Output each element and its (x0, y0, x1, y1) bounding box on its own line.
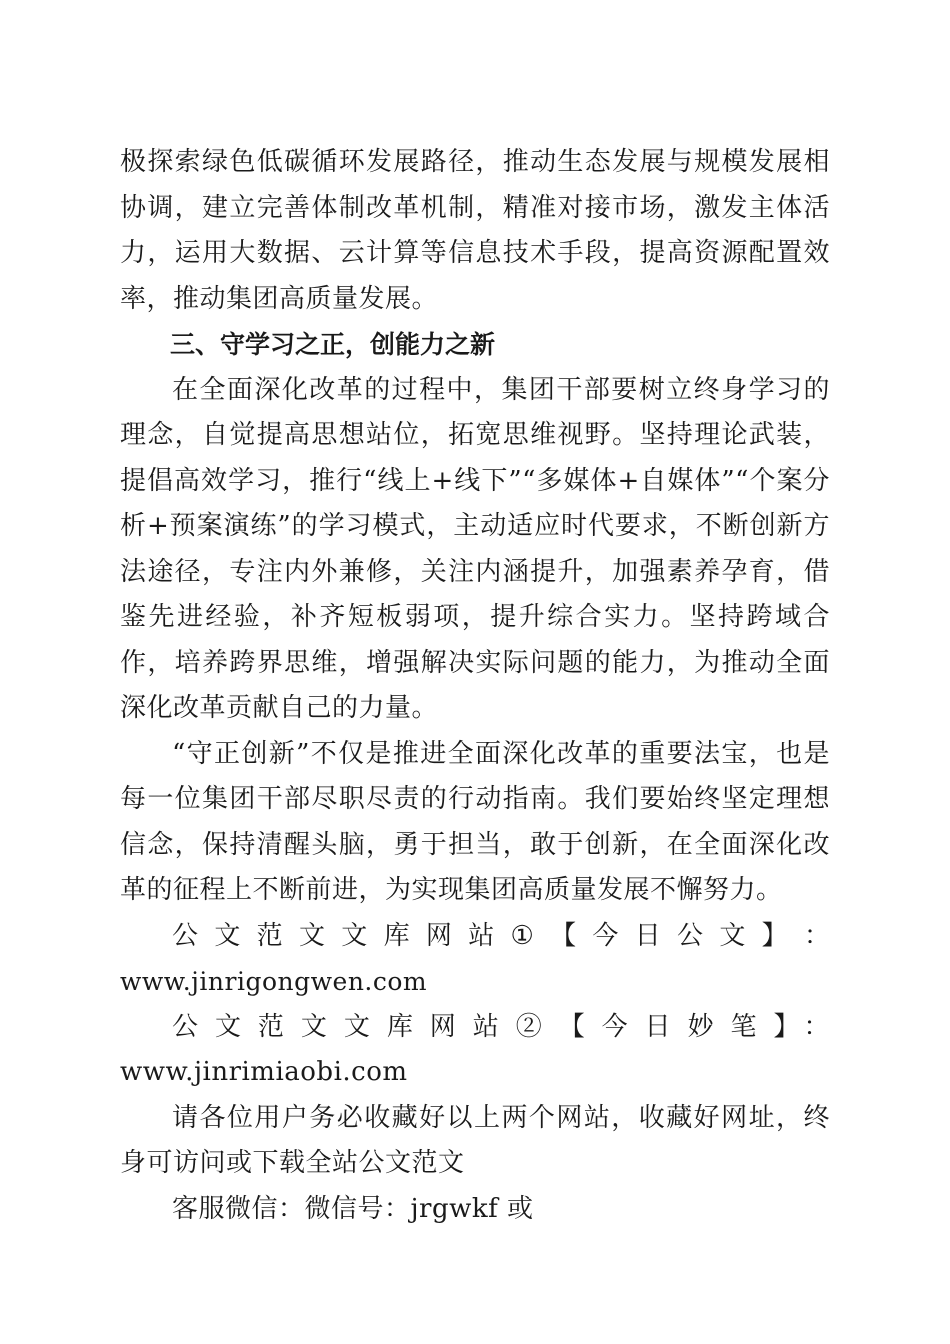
footer-site1-line (120, 914, 830, 960)
site1-char: 】 (761, 920, 788, 951)
site1-char: 文 (719, 920, 746, 951)
site1-char: 范 (256, 920, 283, 951)
site1-char: 公 (677, 920, 704, 951)
site1-char: 库 (383, 920, 410, 951)
paragraph-continuation: 极探索绿色低碳循环发展路径，推动生态发展与规模发展相协调，建立完善体制改革机制，精准对接市场，激发主体活力，运用大数据、云计算等信息技术手段，提高资源配置效率，推动集团高质量发展。 (120, 147, 830, 314)
site1-char: 今 (592, 920, 619, 951)
document-page (120, 140, 830, 1232)
paragraph-learning: 在全面深化改革的过程中，集团干部要树立终身学习的理念，自觉提高思想站位，拓宽思维视野。坚持理论武装，提倡高效学习，推行“线上+线下”“多媒体+自媒体”“个案分析+预案演练”的学习模式，主动适应时代要求，不断创新方法途径，专注内外兼修，关注内涵提升，加强素养孕育，借鉴先进经验，补齐短板弱项，提升综合实力。坚持跨域合作，培养跨界思维，增强解决实际问题的能力，为推动全面深化改革贡献自己的力量。 (120, 374, 830, 723)
site1-char: 网 (425, 920, 452, 951)
site1-char: 站 (468, 920, 495, 951)
section-heading-3: 三、守学习之正，创能力之新 (170, 330, 496, 359)
site1-char: ： (803, 920, 830, 951)
site1-char: 文 (298, 920, 325, 951)
paragraph-conclusion: “守正创新”不仅是推进全面深化改革的重要法宝，也是每一位集团干部尽职尽责的行动指南。我们要始终坚定理想信念，保持清醒头脑，勇于担当，敢于创新，在全面深化改革的征程上不断前进，为实现集团高质量发展不懈努力。 (120, 738, 830, 905)
site1-char: 文 (214, 920, 241, 951)
site1-char: 【 (550, 920, 577, 951)
site1-char: ① (510, 920, 534, 951)
site1-char: 日 (634, 920, 661, 951)
footer-site2: 公文范文文库网站②【今日妙笔】：www.jinrimiaobi.com (120, 1011, 830, 1087)
site1-char: 公 (172, 920, 199, 951)
footer-site1-url: www.jinrigongwen.com (120, 967, 428, 996)
footer-notice: 请各位用户务必收藏好以上两个网站，收藏好网址，终身可访问或下载全站公文范文 (120, 1102, 830, 1178)
site1-char: 文 (341, 920, 368, 951)
footer-wechat: 客服微信：微信号：jrgwkf 或 (172, 1193, 534, 1224)
